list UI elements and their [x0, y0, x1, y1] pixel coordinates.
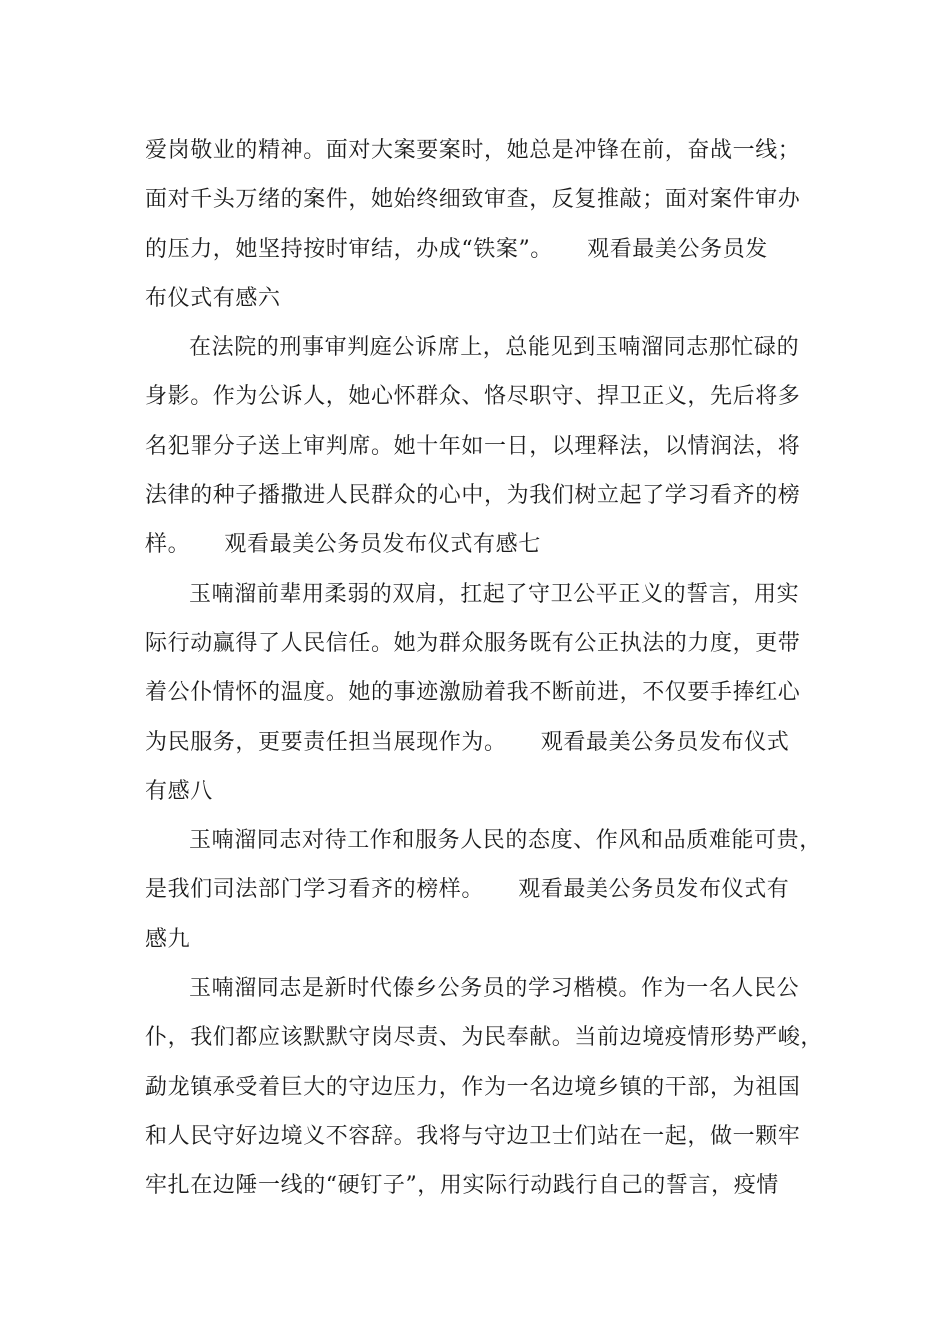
text-line: 仆，我们都应该默默守岗尽责、为民奉献。当前边境疫情形势严峻，	[145, 1025, 824, 1051]
paragraph-first-line: 在法院的刑事审判庭公诉席上，总能见到玉喃溜同志那忙碌的	[189, 335, 800, 361]
text-line: 爱岗敬业的精神。面对大案要案时，她总是冲锋在前，奋战一线；	[145, 138, 801, 163]
paragraph-first-line: 玉喃溜前辈用柔弱的双肩，扛起了守卫公平正义的誓言，用实	[189, 581, 800, 607]
text-line: 面对千头万绪的案件，她始终细致审查，反复推敲；面对案件审办	[145, 187, 801, 213]
text-line: 有感八	[145, 778, 213, 804]
text-line: 感九	[145, 926, 191, 952]
text-line: 身影。作为公诉人，她心怀群众、恪尽职守、捍卫正义，先后将多	[145, 384, 801, 410]
text-line: 布仪式有感六	[145, 285, 281, 311]
text-line: 法律的种子播撒进人民群众的心中，为我们树立起了学习看齐的榜	[145, 483, 801, 509]
text-line: 为民服务，更要责任担当展现作为。 观看最美公务员发布仪式	[145, 729, 790, 755]
text-line: 勐龙镇承受着巨大的守边压力，作为一名边境乡镇的干部，为祖国	[145, 1074, 801, 1100]
text-line: 际行动赢得了人民信任。她为群众服务既有公正执法的力度，更带	[145, 630, 801, 656]
text-line: 着公仆情怀的温度。她的事迹激励着我不断前进，不仅要手捧红心	[145, 680, 801, 706]
paragraph-first-line: 玉喃溜同志对待工作和服务人民的态度、作风和品质难能可贵，	[189, 828, 822, 854]
text-line: 是我们司法部门学习看齐的榜样。 观看最美公务员发布仪式有	[145, 877, 790, 903]
text-line: 和人民守好边境义不容辞。我将与守边卫士们站在一起，做一颗牢	[145, 1123, 801, 1149]
paragraph-first-line: 玉喃溜同志是新时代傣乡公务员的学习楷模。作为一名人民公	[189, 976, 800, 1002]
body-text	[145, 126, 825, 1211]
text-line: 样。 观看最美公务员发布仪式有感七	[145, 532, 541, 558]
text-line: 牢扎在边陲一线的“硬钉子”，用实际行动践行自己的誓言，疫情	[145, 1173, 779, 1199]
text-line: 的压力，她坚持按时审结，办成“铁案”。 观看最美公务员发	[145, 236, 768, 262]
text-line: 名犯罪分子送上审判席。她十年如一日，以理释法，以情润法，将	[145, 433, 801, 459]
